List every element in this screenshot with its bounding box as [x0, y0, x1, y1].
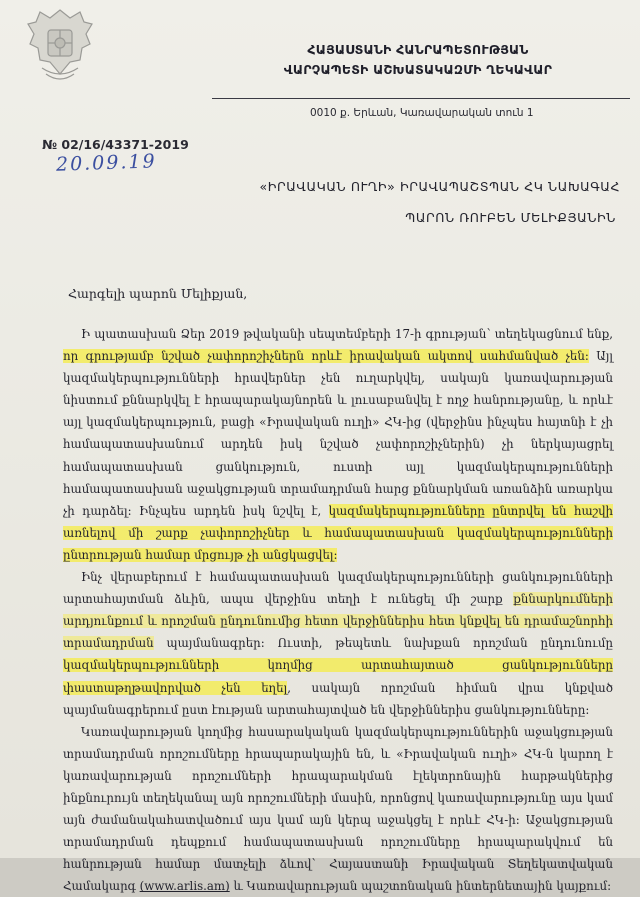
- p3-text-b: և Կառավարության պաշտոնական ինտերնետային կայքում:: [229, 879, 612, 894]
- p1-text-c: Այլ կազմակերպությունների հրավերներ չեն ուղարկվել, սակայն կառավարության նիստում քննարկվել է հրապարակայնորեն և լուսաբանվել է ողջ հանրությանը, և որևէ այլ կազմակերպություն, բացի «Իրավական ուղի» ՀԿ-ից (վերջինս ինչպես հայտնի է չի համապատասխանում արդեն իսկ նշված չափորոշիչներին) չի ներկայացրել համապատասխան ցանկություն, ուստի այլ կազմակերպությունների համապատասխան աջակցության տրամադրման հարց քննարկման առանձին առարկա չի դարձել: Ինչպես արդեն իսկ նշվել է,: [63, 349, 613, 518]
- p2-highlighted-b: քննարկումների արդյունքում և որոշման ընդունումից հետո վերջիններիս հետ կնքվել են դրամաշնորհի տրամադրման: [63, 592, 613, 651]
- arlis-link[interactable]: (www.arlis.am): [139, 879, 230, 894]
- ministry-line-2: ՎԱՐՉԱՊԵՏԻ ԱՇԽԱՏԱԿԱԶՄԻ ՂԵԿԱՎԱՐ: [283, 62, 553, 77]
- recipient-organization: «ԻՐԱՎԱԿԱՆ ՈՒՂԻ» ԻՐԱՎԱՊԱՇՏՊԱՆ ՀԿ ՆԱԽԱԳԱՀ: [259, 179, 620, 194]
- recipient-name: ՊԱՐՈՆ ՌՈՒԲԵՆ ՄԵԼԻՔՅԱՆԻՆ: [405, 210, 616, 225]
- ministry-line-1: ՀԱՅԱՍՏԱՆԻ ՀԱՆՐԱՊԵՏՈՒԹՅԱՆ: [307, 42, 529, 57]
- salutation: Հարգելի պարոն Մելիքյան,: [68, 286, 248, 301]
- p2-text-e: , սակայն որոշման հիման վրա կնքված պայմանագրերում ըստ էության արտահայտված են վերջիններիս ցանկությունները:: [63, 680, 613, 717]
- paragraph-2: [63, 566, 613, 721]
- p1-highlighted-d: կազմակերպությունները ընտրվել են հաշվի առնելով մի շարք չափորոշիչներ և համապատասխան կազմակերպությունների ընտրության համար մրցույթ չի անցկացվել:: [63, 503, 614, 562]
- document-number: № 02/16/43371-2019: [42, 137, 189, 152]
- ministry-heading: [268, 40, 568, 80]
- paragraph-3: [63, 721, 613, 897]
- paragraph-1: [63, 323, 613, 566]
- p2-highlighted-d: կազմակերպությունների կողմից արտահայտած ցանկությունները փաստաթղթավորված չեն եղել: [63, 658, 613, 695]
- p2-text-c: պայմանագրեր: Ուստի, թեպետև նախքան որոշման ընդունումը: [153, 636, 613, 651]
- p3-text-a: Կառավարության կողմից հասարակական կազմակերպություններին աջակցության տրամադրման որոշումները հրապարակային են, և «Իրավական ուղի» ՀԿ-ն կարող է կառավարության որոշումների հրապարակման էլեկտրոնային հարթակներից ինքնուրույն տեղեկանալ այն որոշումների մասին, որոնցով կառավարությունը այս կամ այն ժամանակահատվածում այս կամ այն կերպ աջակցել է որևէ ՀԿ-ի: Աջակցության տրամադրման դեպքում համապատասխան որոշումները հրապարակվում են հանրության համար մատչելի ձևով՝ Հայաստանի Իրավական Տեղեկատվական Համակարգ: [63, 724, 613, 894]
- p1-highlighted-b: որ գրությամբ նշված չափորոշիչներն որևէ իրավական ակտով սահմանված չեն:: [63, 349, 589, 364]
- header-divider: [212, 98, 630, 99]
- p2-text-a: Ինչ վերաբերում է համապատասխան կազմակերպությունների ցանկությունների արտահայտման ձևին, ապա վերջինս տեղի է ունեցել մի շարք: [63, 570, 613, 607]
- office-address: 0010 ք. Երևան, Կառավարական տուն 1: [310, 107, 534, 119]
- letter-body: [63, 323, 613, 897]
- coat-of-arms-emblem: [22, 4, 98, 84]
- p1-text-a: Ի պատասխան Ձեր 2019 թվականի սեպտեմբերի 17-ի գրության՝ տեղեկացնում ենք,: [81, 327, 613, 341]
- handwritten-date: 20.09.19: [55, 150, 157, 176]
